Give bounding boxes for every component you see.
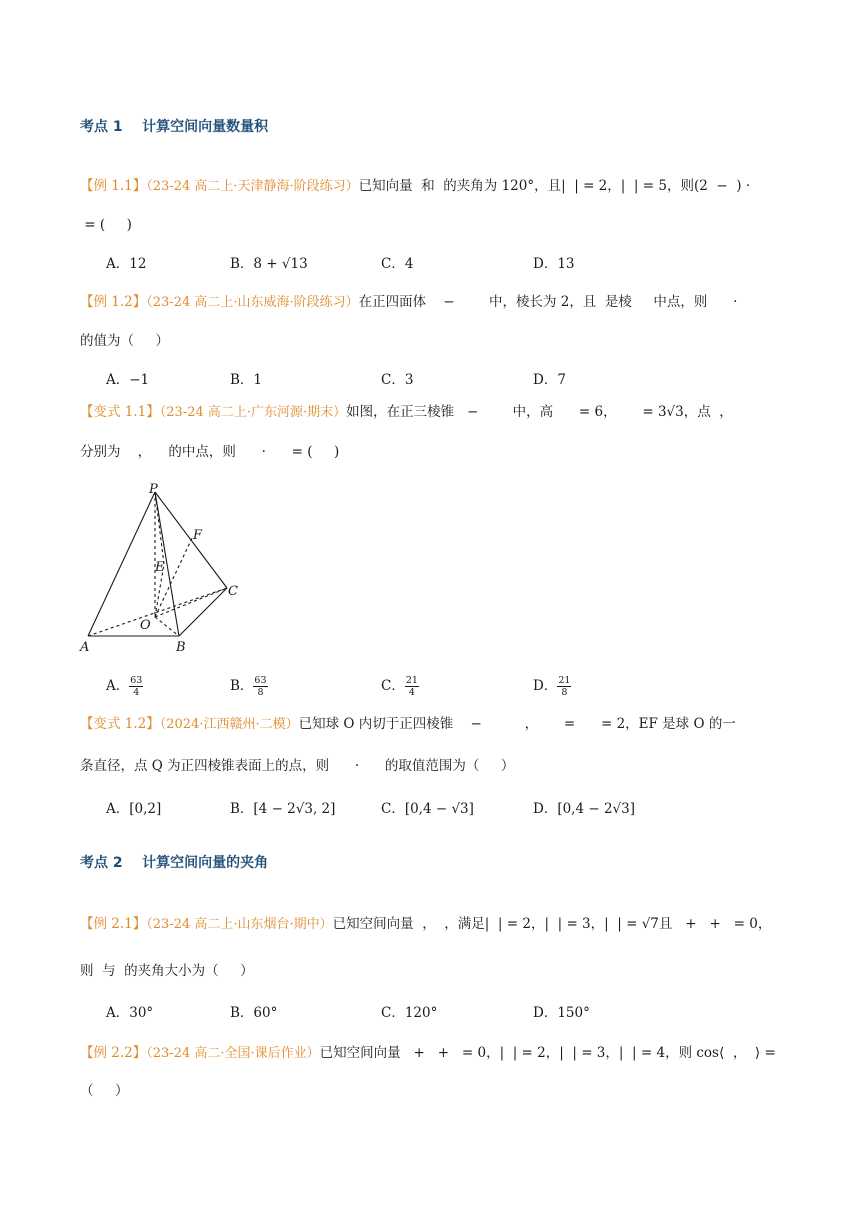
problem-text: 已知空间向量 + + = 0，| | = 2，| | = 3，| | = 4，则 cos⟨ ， ⟩ = [319,1045,776,1061]
problem-source: （23-24 高二·全国·课后作业） [146,1046,320,1061]
fraction: $\frac{63}{8}$ [254,675,267,698]
problem-1-1-options [106,252,806,276]
problem-source: （23-24 高二上·山东烟台·期中） [146,917,333,932]
problem-tag: 【例 2.2】 [80,1045,147,1061]
problem-1-1-line2: = ( ) [80,217,132,233]
option-b: B．1 [230,372,263,388]
variant-1-2-line1 [80,714,736,735]
problem-2-2-line1 [80,1043,776,1064]
variant-1-1-line2: 分别为 ， 的中点，则 · = ( ) [80,444,340,460]
variant-1-1-options [106,674,806,698]
problem-text: 已知向量 和 的夹角为 120°，且| | = 2，| | = 5，则(2 − ) · [358,178,751,194]
option-c: C．[0,4 − √3] [381,801,474,817]
variant-1-2-line2: 条直径，点 Q 为正四棱锥表面上的点，则 · 的取值范围为（ ） [80,758,515,774]
option-d: D．13 [533,256,575,272]
variant-1-2-options [106,797,806,821]
option-c: C． $\frac{21}{4}$ [381,675,418,698]
label-c: C [228,584,238,599]
problem-tag: 【变式 1.2】 [80,716,160,732]
problem-2-1-options [106,1001,806,1025]
option-c: C．120° [381,1005,438,1021]
option-b: B．[4 − 2√3, 2] [230,801,336,817]
label-p: P [149,482,158,497]
option-d: D． $\frac{21}{8}$ [533,675,571,698]
option-a: A．30° [106,1005,154,1021]
option-d: D．7 [533,372,566,388]
problem-text: 如图，在正三棱锥 − 中，高 = 6， = 3√3，点 ， [346,404,733,420]
option-d: D．[0,4 − 2√3] [533,801,636,817]
option-a: A． $\frac{63}{4}$ [106,675,143,698]
section-title-2: 考点 2 计算空间向量的夹角 [80,855,269,871]
problem-text: 在正四面体 − 中，棱长为 2，且 是棱 中点，则 · [358,294,738,310]
problem-tag: 【例 1.2】 [80,294,147,310]
problem-tag: 【例 1.1】 [80,178,147,194]
option-b: B． $\frac{63}{8}$ [230,675,267,698]
problem-tag: 【例 2.1】 [80,916,147,932]
problem-source: （23-24 高二上·天津静海·阶段练习） [146,179,359,194]
problem-2-1-line2: 则 与 的夹角大小为（ ） [80,963,254,979]
variant-1-1-line1 [80,402,733,423]
problem-2-1-line1 [80,914,771,935]
problem-source: （23-24 高二上·山东威海·阶段练习） [146,295,359,310]
option-b: B．8 + √13 [230,256,308,272]
label-o: O [140,618,151,633]
fraction: $\frac{63}{4}$ [130,675,143,698]
problem-1-2-line2: 的值为（ ） [80,333,169,349]
option-c: C．4 [381,256,414,272]
problem-source: （2024·江西赣州·二模） [159,717,299,732]
problem-tag: 【变式 1.1】 [80,404,160,420]
option-d: D．150° [533,1005,590,1021]
option-a: A．12 [106,256,147,272]
option-a: A．[0,2] [106,801,162,817]
problem-text: 已知空间向量 ， ，满足| | = 2，| | = 3，| | = √7且 + + = 0， [332,916,772,932]
fraction: $\frac{21}{8}$ [558,675,571,698]
problem-1-1-line1 [80,176,750,197]
problem-source: （23-24 高二上·广东河源·期末） [159,405,347,420]
label-a: A [80,640,90,655]
option-c: C．3 [381,372,414,388]
problem-2-2-line2: （ ） [80,1083,129,1099]
label-e: E [155,560,165,575]
section-title-1: 考点 1 计算空间向量数量积 [80,119,269,135]
pyramid-figure [78,478,258,658]
problem-1-2-line1 [80,292,737,313]
label-b: B [176,640,186,655]
option-a: A．−1 [106,372,150,388]
option-b: B．60° [230,1005,278,1021]
problem-1-2-options [106,368,806,392]
problem-text: 已知球 O 内切于正四棱锥 − ， = = 2，EF 是球 O 的一 [298,716,736,732]
fraction: $\frac{21}{4}$ [405,675,418,698]
label-f: F [193,528,203,543]
